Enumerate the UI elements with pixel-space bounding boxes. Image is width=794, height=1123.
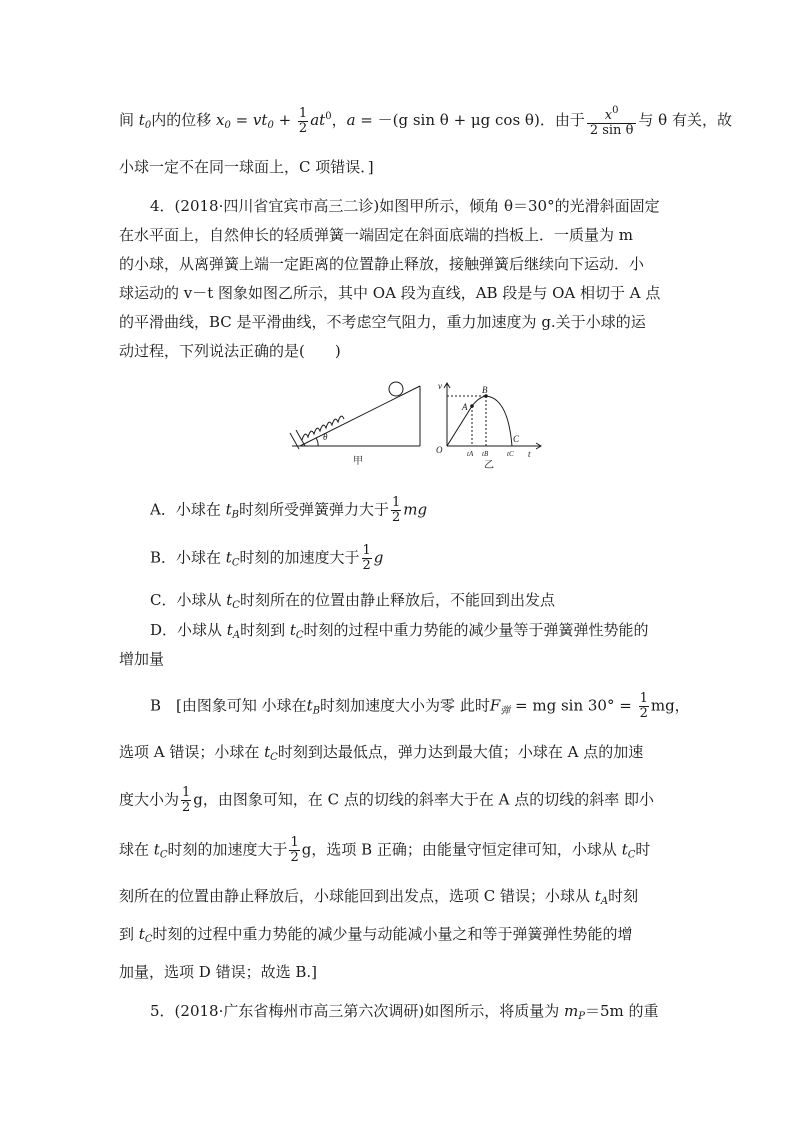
fraction: $\frac{1}{2}$ xyxy=(298,105,308,136)
text-line-1: 间 $t_0$内的位移 $x_0 = vt_0$ + $\frac{1}{2}$ $at^0$，a = －(g sin θ + μg cos θ)．由于 $\frac{x^0}{\text{2 sin θ}}$ 与 θ 有关，故 xyxy=(119,105,732,138)
fraction: $\frac{1}{2}$ xyxy=(362,543,371,573)
fraction: $\frac{1}{2}$ xyxy=(182,785,191,815)
question-4-line-3: 的小球，从离弹簧上端一定距离的位置静止释放，接触弹簧后继续向下运动．小 xyxy=(119,255,645,273)
answer-line-4: 球在 $t_C$时刻的加速度大于 $\frac{1}{2}$ g，选项 B 正确；由能量守恒定律可知，小球从 $t_C$时 xyxy=(119,835,651,865)
axis-t-label: t xyxy=(528,449,531,459)
answer-line-5: 刻所在的位置由静止释放后，小球能回到出发点，选项 C 错误；小球从 $t_A$时刻 xyxy=(119,887,639,907)
option-b: B．小球在 $t_C$时刻的加速度大于 $\frac{1}{2}$ g xyxy=(150,543,384,573)
axis-v-label: v xyxy=(438,381,442,391)
answer-line-2: 选项 A 错误；小球在 $t_C$时刻到达最低点，弹力达到最大值；小球在 A 点的加速 xyxy=(119,743,644,763)
tick-tc-label: tC xyxy=(507,450,514,458)
question-4-line-5: 的平滑曲线，BC 是平滑曲线，不考虑空气阻力，重力加速度为 g.关于小球的运 xyxy=(119,313,646,331)
question-4-line-6: 动过程，下列说法正确的是( ) xyxy=(119,342,341,360)
point-a-label: A xyxy=(462,402,468,412)
answer-line-7: 加量，选项 D 错误；故选 B.] xyxy=(119,963,317,981)
question-4-line-1: 4．(2018·四川省宜宾市高三二诊)如图甲所示，倾角 θ＝30°的光滑斜面固定 xyxy=(150,197,660,215)
option-d-line-2: 增加量 xyxy=(119,650,165,668)
point-c-label: C xyxy=(513,434,520,444)
fraction: $\frac{1}{2}$ xyxy=(392,495,401,525)
fraction: $\frac{1}{2}$ xyxy=(639,691,648,721)
fraction: $\frac{x^0}{\text{2 sin θ}}$ xyxy=(587,104,637,138)
fraction: $\frac{1}{2}$ xyxy=(290,835,299,865)
answer-line-3: 度大小为 $\frac{1}{2}$ g，由图象可知，在 C 点的切线的斜率大于在 A 点的切线的斜率 即小 xyxy=(119,785,655,815)
caption-jia: 甲 xyxy=(353,456,363,467)
tick-tb-label: tB xyxy=(482,450,489,458)
figure-yi-vt-graph xyxy=(444,383,541,449)
option-a: A．小球在 $t_B$时刻所受弹簧弹力大于 $\frac{1}{2}$ mg xyxy=(150,495,428,525)
answer-line-6: 到 $t_C$时刻的过程中重力势能的减少量与动能减小量之和等于弹簧弹性势能的增 xyxy=(119,925,633,945)
option-d: D．小球从 $t_A$时刻到 $t_C$时刻的过程中重力势能的减少量等于弹簧弹性势能的 xyxy=(150,621,649,641)
question-4-line-2: 在水平面上，自然伸长的轻质弹簧一端固定在斜面底端的挡板上．一质量为 m xyxy=(119,226,633,244)
figure-jia-incline xyxy=(290,382,420,449)
question-5-line-1: 5．(2018·广东省梅州市高三第六次调研)如图所示，将质量为 $m_P=5m$ 的重 xyxy=(150,1002,659,1022)
point-b-label: B xyxy=(482,385,488,395)
option-c: C．小球从 $t_C$时刻所在的位置由静止释放后，不能回到出发点 xyxy=(150,591,555,611)
tick-ta-label: tA xyxy=(467,450,474,458)
point-a-marker xyxy=(470,404,474,408)
theta-label: θ xyxy=(323,432,328,442)
origin-label: O xyxy=(436,445,443,455)
text-line-2: 小球一定不在同一球面上，C 项错误．] xyxy=(119,158,374,176)
question-4-line-4: 球运动的 v－t 图象如图乙所示，其中 OA 段为直线，AB 段是与 OA 相切于 A 点 xyxy=(119,284,661,302)
caption-yi: 乙 xyxy=(484,460,494,471)
answer-line-1: B [由图象可知 小球在$t_B$时刻加速度大小为零 此时$F_弹$ = mg sin 30° = $\frac{1}{2}$ mg， xyxy=(150,691,690,721)
